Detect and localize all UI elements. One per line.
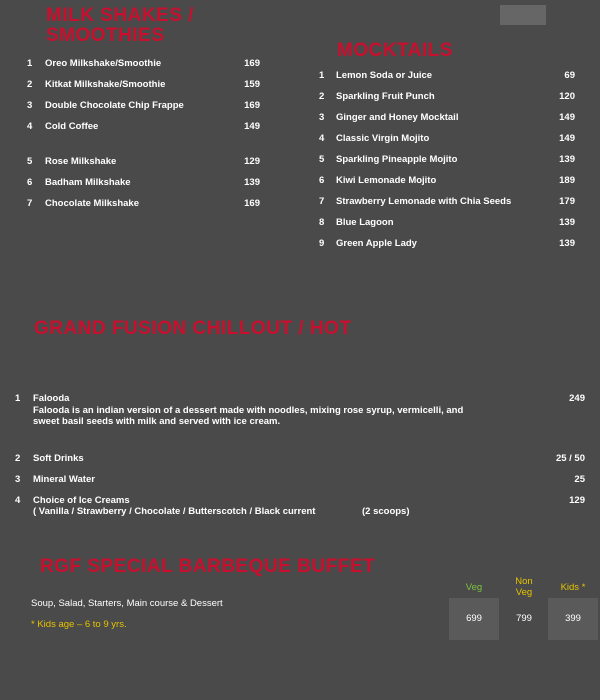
list-item	[27, 176, 267, 190]
item-name: Lemon Soda or Juice	[336, 70, 433, 81]
item-price: 169	[244, 100, 260, 111]
item-price: 69	[564, 70, 575, 81]
item-price: 25 / 50	[555, 453, 585, 464]
item-name: Classic Virgin Mojito	[336, 133, 430, 144]
list-item	[319, 111, 577, 125]
item-price: 159	[244, 79, 260, 90]
item-price: 149	[559, 133, 575, 144]
kids-price-box: 399	[548, 598, 598, 640]
list-item	[27, 78, 267, 92]
item-price: 249	[569, 393, 585, 404]
item-name: Sparkling Pineapple Mojito	[336, 154, 458, 165]
item-number: 2	[319, 91, 325, 102]
list-item	[319, 132, 577, 146]
item-name: Mineral Water	[33, 474, 95, 485]
list-item	[319, 216, 577, 230]
item-price: 129	[569, 495, 585, 506]
list-item	[319, 195, 577, 209]
bbq-title: RGF SPECIAL BARBEQUE BUFFET	[40, 556, 376, 577]
item-number: 1	[27, 58, 33, 69]
item-number: 4	[27, 121, 33, 132]
item-name: Cold Coffee	[45, 121, 99, 132]
list-item	[27, 99, 267, 113]
item-number: 5	[319, 154, 325, 165]
list-item	[319, 69, 577, 83]
item-number: 6	[27, 177, 33, 188]
kids-label: Kids *	[560, 582, 586, 593]
item-number: 4	[15, 495, 21, 506]
item-name: Green Apple Lady	[336, 238, 417, 249]
item-number: 6	[319, 175, 325, 186]
item-number: 2	[15, 453, 21, 464]
item-price: 129	[244, 156, 260, 167]
item-name: Blue Lagoon	[336, 217, 394, 228]
item-number: 7	[27, 198, 33, 209]
item-number: 1	[15, 393, 21, 404]
fusion-title: GRAND FUSION CHILLOUT / HOT	[34, 318, 352, 339]
item-name: Rose Milkshake	[45, 156, 117, 167]
item-description	[33, 405, 513, 427]
item-name: Kiwi Lemonade Mojito	[336, 175, 437, 186]
bbq-description: Soup, Salad, Starters, Main course & Dessert	[31, 598, 223, 609]
item-price: 169	[244, 198, 260, 209]
item-name: Oreo Milkshake/Smoothie	[45, 58, 162, 69]
kids-age-note: * Kids age – 6 to 9 yrs.	[31, 619, 127, 630]
scoops-note: (2 scoops)	[362, 506, 410, 517]
veg-label: Veg	[465, 582, 483, 593]
item-name: Kitkat Milkshake/Smoothie	[45, 79, 166, 90]
item-name: Falooda	[33, 393, 70, 404]
item-name: Sparkling Fruit Punch	[336, 91, 435, 102]
mocktails-title: MOCKTAILS	[337, 40, 454, 61]
item-name: Soft Drinks	[33, 453, 84, 464]
item-number: 8	[319, 217, 325, 228]
item-price: 139	[559, 217, 575, 228]
item-number: 2	[27, 79, 33, 90]
item-price: 179	[559, 196, 575, 207]
nonveg-label	[499, 576, 549, 598]
item-price: 139	[559, 154, 575, 165]
item-price: 120	[559, 91, 575, 102]
list-item	[319, 90, 577, 104]
list-item	[27, 155, 267, 169]
description-line: sweet basil seeds with milk and served with ice cream.	[33, 416, 281, 427]
nonveg-price-box: 799	[499, 598, 549, 640]
item-price: 149	[559, 112, 575, 123]
description-line: Falooda is an indian version of a dessert made with noodles, mixing rose syrup, vermicelli, and	[33, 405, 464, 416]
item-price: 189	[559, 175, 575, 186]
milkshakes-title	[46, 6, 194, 46]
corner-placeholder-box	[500, 5, 546, 25]
milkshakes-title-line2: SMOOTHIES	[46, 25, 165, 46]
list-item	[27, 57, 267, 71]
item-number: 3	[27, 100, 33, 111]
item-name: Badham Milkshake	[45, 177, 131, 188]
item-number: 5	[27, 156, 33, 167]
item-price: 139	[244, 177, 260, 188]
item-number: 3	[15, 474, 21, 485]
item-number: 4	[319, 133, 325, 144]
list-item	[27, 120, 267, 134]
nonveg-label-line1: Non	[515, 576, 533, 587]
item-price: 139	[559, 238, 575, 249]
list-item	[319, 237, 577, 251]
veg-price-box: 699	[449, 598, 499, 640]
nonveg-label-line2: Veg	[515, 587, 533, 598]
item-price: 169	[244, 58, 260, 69]
item-name: Choice of Ice Creams	[33, 495, 130, 506]
item-number: 3	[319, 112, 325, 123]
list-item	[319, 153, 577, 167]
list-item	[27, 197, 267, 211]
item-name: Ginger and Honey Mocktail	[336, 112, 459, 123]
item-price: 149	[244, 121, 260, 132]
item-name: Chocolate Milkshake	[45, 198, 139, 209]
item-name: Strawberry Lemonade with Chia Seeds	[336, 196, 512, 207]
milkshakes-title-line1: MILK SHAKES /	[46, 5, 194, 26]
item-price: 25	[574, 474, 585, 485]
item-number: 1	[319, 70, 325, 81]
item-number: 7	[319, 196, 325, 207]
item-number: 9	[319, 238, 325, 249]
item-description: ( Vanilla / Strawberry / Chocolate / Butterscotch / Black current	[33, 506, 316, 517]
item-name: Double Chocolate Chip Frappe	[45, 100, 184, 111]
list-item	[319, 174, 577, 188]
